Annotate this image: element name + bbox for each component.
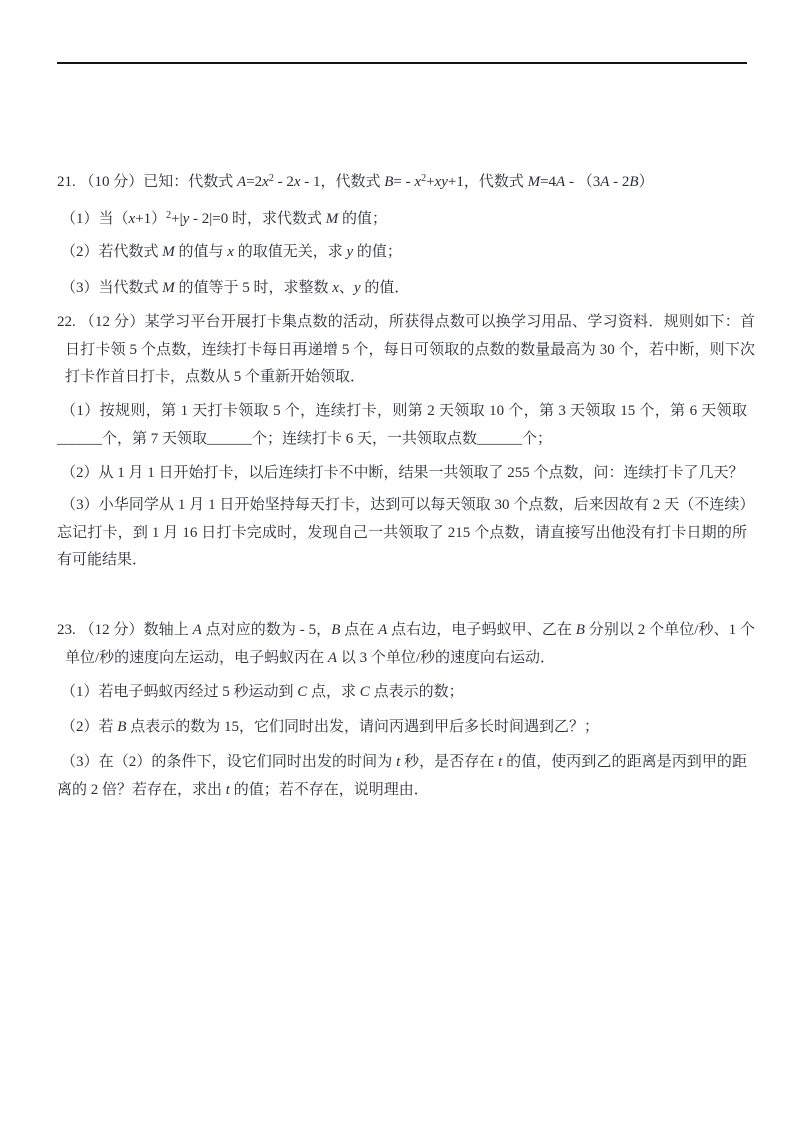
question-21-part-2: （2）若代数式 M 的值与 x 的取值无关，求 y 的值； bbox=[61, 244, 402, 260]
question-22-part-2: （2）从 1 月 1 日开始打卡，以后连续打卡不中断，结果一共领取了 255 个点数，问：连续打卡了几天？ bbox=[61, 465, 744, 481]
question-21-part-3: （3）当代数式 M 的值等于 5 时，求整数 x、y 的值． bbox=[61, 280, 410, 296]
question-23-part-2: （2）若 B 点表示的数为 15，它们同时出发，请问丙遇到甲后多长时间遇到乙？； bbox=[61, 719, 599, 735]
question-23-header: 23. （12 分）数轴上 A 点对应的数为 - 5，B 点在 A 点右边，电子蚂蚁甲、乙在 B 分别以 2 个单位/秒、1 个单位/秒的速度向左运动，电子蚂蚁丙在 A 以 3 个单位/秒的速度向右运动． bbox=[57, 622, 755, 666]
question-23-part-1: （1）若电子蚂蚁丙经过 5 秒运动到 C 点，求 C 点表示的数； bbox=[61, 684, 464, 700]
question-21-part-1: （1）当$(x+1)^2+|y - 2|=0$ 时，求代数式 M 的值； bbox=[61, 210, 388, 227]
header-divider-line bbox=[57, 62, 747, 64]
question-22-part-1: （1）按规则，第 1 天打卡领取 5 个，连续打卡，则第 2 天领取 10 个，第 3 天领取 15 个，第 6 天领取______个，第 7 天领取______个；连续打卡 6 天，一共领取点数______个； bbox=[57, 403, 747, 447]
question-23-part-3: （3）在（2）的条件下，设它们同时出发的时间为 t 秒，是否存在 t 的值，使丙到乙的距离是丙到甲的距离的 2 倍？若存在，求出 t 的值；若不存在，说明理由． bbox=[57, 754, 747, 798]
question-22-header: 22. （12 分）某学习平台开展打卡集点数的活动，所获得点数可以换学习用品、学习资料．规则如下：首日打卡领 5 个点数，连续打卡每日再递增 5 个，每日可领取的点数的数量最高为 30 个，若中断，则下次打卡作首日打卡，点数从 5 个重新开始领取． bbox=[57, 314, 755, 385]
question-22-part-3: （3）小华同学从 1 月 1 日开始坚持每天打卡，达到可以每天领取 30 个点数，后来因故有 2 天（不连续）忘记打卡，到 1 月 16 日打卡完成时，发现自己一共领取了 215 个点数，请直接写出他没有打卡日期的所有可能结果． bbox=[57, 497, 747, 568]
question-21-header: 21. （10 分）已知：代数式 $A=2x^2 - 2x - 1$，代数式 $B= - x^2+xy+1$，代数式 M=4A - （3A - 2B） bbox=[57, 173, 654, 190]
